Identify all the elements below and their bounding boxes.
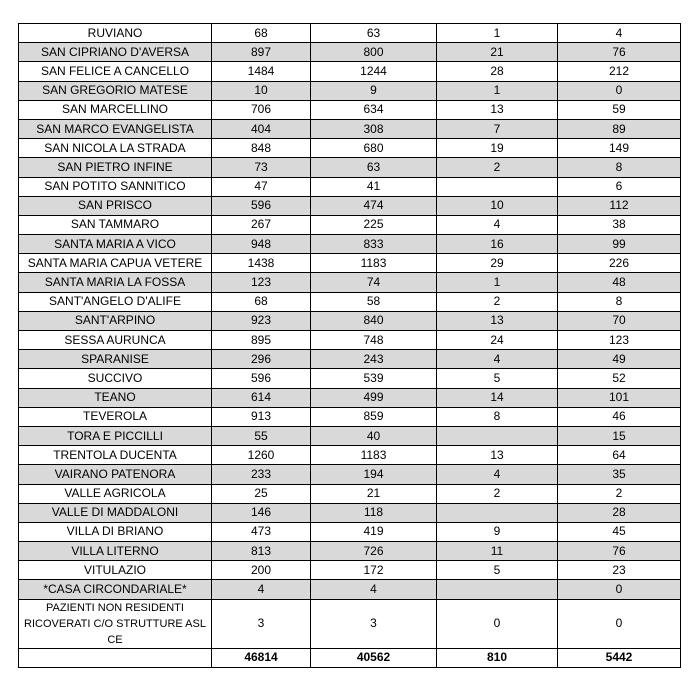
table-row bbox=[19, 62, 681, 81]
municipality-name-cell: VALLE DI MADDALONI bbox=[19, 503, 212, 522]
value-cell-3: 4 bbox=[437, 350, 558, 369]
value-cell-4: 0 bbox=[558, 599, 681, 648]
value-cell-2: 58 bbox=[311, 292, 437, 311]
value-cell-3: 14 bbox=[437, 388, 558, 407]
municipality-name-cell: SAN FELICE A CANCELLO bbox=[19, 62, 212, 81]
value-cell-1: 913 bbox=[212, 407, 311, 426]
table-row bbox=[19, 100, 681, 119]
municipality-name-cell: SANTA MARIA A VICO bbox=[19, 235, 212, 254]
value-cell-2: 680 bbox=[311, 139, 437, 158]
value-cell-3: 4 bbox=[437, 215, 558, 234]
value-cell-1: 123 bbox=[212, 273, 311, 292]
value-cell-1: 73 bbox=[212, 158, 311, 177]
value-cell-4: 15 bbox=[558, 426, 681, 445]
value-cell-1: 895 bbox=[212, 331, 311, 350]
value-cell-3: 2 bbox=[437, 292, 558, 311]
value-cell-1: 10 bbox=[212, 81, 311, 100]
municipality-name-cell: SAN GREGORIO MATESE bbox=[19, 81, 212, 100]
municipality-name-cell: SAN PRISCO bbox=[19, 196, 212, 215]
value-cell-4: 4 bbox=[558, 24, 681, 43]
value-cell-3: 1 bbox=[437, 81, 558, 100]
table-row bbox=[19, 139, 681, 158]
value-cell-2: 833 bbox=[311, 235, 437, 254]
value-cell-2: 634 bbox=[311, 100, 437, 119]
value-cell-1: 55 bbox=[212, 426, 311, 445]
value-cell-2: 63 bbox=[311, 158, 437, 177]
totals-label-cell bbox=[19, 648, 212, 667]
value-cell-4: 123 bbox=[558, 331, 681, 350]
municipality-name-cell: VILLA DI BRIANO bbox=[19, 522, 212, 541]
value-cell-3: 2 bbox=[437, 158, 558, 177]
value-cell-1: 706 bbox=[212, 100, 311, 119]
value-cell-2: 474 bbox=[311, 196, 437, 215]
value-cell-1: 1438 bbox=[212, 254, 311, 273]
value-cell-2: 840 bbox=[311, 311, 437, 330]
value-cell-4: 212 bbox=[558, 62, 681, 81]
value-cell-2: 726 bbox=[311, 542, 437, 561]
value-cell-3: 9 bbox=[437, 522, 558, 541]
value-cell-1: 813 bbox=[212, 542, 311, 561]
value-cell-4: 52 bbox=[558, 369, 681, 388]
value-cell-4: 76 bbox=[558, 43, 681, 62]
value-cell-3: 8 bbox=[437, 407, 558, 426]
value-cell-3 bbox=[437, 177, 558, 196]
municipality-name-cell: VALLE AGRICOLA bbox=[19, 484, 212, 503]
table-row bbox=[19, 331, 681, 350]
value-cell-3: 1 bbox=[437, 24, 558, 43]
value-cell-2: 859 bbox=[311, 407, 437, 426]
value-cell-2: 800 bbox=[311, 43, 437, 62]
value-cell-2: 74 bbox=[311, 273, 437, 292]
value-cell-4: 59 bbox=[558, 100, 681, 119]
value-cell-1: 47 bbox=[212, 177, 311, 196]
value-cell-2: 539 bbox=[311, 369, 437, 388]
value-cell-2: 225 bbox=[311, 215, 437, 234]
value-cell-1: 948 bbox=[212, 235, 311, 254]
value-cell-4: 8 bbox=[558, 158, 681, 177]
value-cell-4: 38 bbox=[558, 215, 681, 234]
table-body bbox=[19, 24, 681, 668]
table-row bbox=[19, 24, 681, 43]
table-row bbox=[19, 522, 681, 541]
municipality-table bbox=[18, 23, 681, 668]
municipality-name-cell: TORA E PICCILLI bbox=[19, 426, 212, 445]
municipality-name-cell: SAN POTITO SANNITICO bbox=[19, 177, 212, 196]
value-cell-3: 5 bbox=[437, 561, 558, 580]
value-cell-1: 596 bbox=[212, 369, 311, 388]
value-cell-2: 9 bbox=[311, 81, 437, 100]
value-cell-4: 0 bbox=[558, 81, 681, 100]
value-cell-1: 68 bbox=[212, 292, 311, 311]
value-cell-1: 1484 bbox=[212, 62, 311, 81]
value-cell-1: 233 bbox=[212, 465, 311, 484]
total-value-cell-2: 40562 bbox=[311, 648, 437, 667]
value-cell-2: 41 bbox=[311, 177, 437, 196]
municipality-name-cell: PAZIENTI NON RESIDENTI RICOVERATI C/O STRUTTURE ASL CE bbox=[19, 599, 212, 648]
value-cell-1: 848 bbox=[212, 139, 311, 158]
municipality-name-cell: SAN TAMMARO bbox=[19, 215, 212, 234]
table-row bbox=[19, 599, 681, 648]
value-cell-4: 6 bbox=[558, 177, 681, 196]
municipality-name-cell: SANTA MARIA LA FOSSA bbox=[19, 273, 212, 292]
value-cell-2: 172 bbox=[311, 561, 437, 580]
value-cell-2: 419 bbox=[311, 522, 437, 541]
value-cell-2: 4 bbox=[311, 580, 437, 599]
value-cell-2: 748 bbox=[311, 331, 437, 350]
table-row bbox=[19, 119, 681, 138]
value-cell-2: 243 bbox=[311, 350, 437, 369]
value-cell-1: 296 bbox=[212, 350, 311, 369]
table-row bbox=[19, 426, 681, 445]
municipality-name-cell: SAN PIETRO INFINE bbox=[19, 158, 212, 177]
value-cell-3: 5 bbox=[437, 369, 558, 388]
municipality-name-cell: VAIRANO PATENORA bbox=[19, 465, 212, 484]
value-cell-1: 473 bbox=[212, 522, 311, 541]
table-row bbox=[19, 542, 681, 561]
value-cell-4: 149 bbox=[558, 139, 681, 158]
table-row bbox=[19, 196, 681, 215]
value-cell-4: 49 bbox=[558, 350, 681, 369]
value-cell-2: 194 bbox=[311, 465, 437, 484]
value-cell-1: 4 bbox=[212, 580, 311, 599]
value-cell-3: 19 bbox=[437, 139, 558, 158]
table-row bbox=[19, 254, 681, 273]
municipality-name-cell: TEANO bbox=[19, 388, 212, 407]
municipality-name-cell: SANT'ANGELO D'ALIFE bbox=[19, 292, 212, 311]
value-cell-4: 2 bbox=[558, 484, 681, 503]
municipality-name-cell: TRENTOLA DUCENTA bbox=[19, 446, 212, 465]
value-cell-1: 25 bbox=[212, 484, 311, 503]
table-row bbox=[19, 446, 681, 465]
total-value-cell-3: 810 bbox=[437, 648, 558, 667]
value-cell-4: 0 bbox=[558, 580, 681, 599]
value-cell-4: 101 bbox=[558, 388, 681, 407]
table-row bbox=[19, 43, 681, 62]
value-cell-2: 1183 bbox=[311, 254, 437, 273]
value-cell-3: 10 bbox=[437, 196, 558, 215]
value-cell-3 bbox=[437, 426, 558, 445]
table-row bbox=[19, 407, 681, 426]
value-cell-4: 48 bbox=[558, 273, 681, 292]
municipality-name-cell: SAN MARCELLINO bbox=[19, 100, 212, 119]
value-cell-4: 64 bbox=[558, 446, 681, 465]
value-cell-4: 23 bbox=[558, 561, 681, 580]
value-cell-3: 16 bbox=[437, 235, 558, 254]
value-cell-1: 614 bbox=[212, 388, 311, 407]
table-row bbox=[19, 235, 681, 254]
municipality-name-cell: SAN CIPRIANO D'AVERSA bbox=[19, 43, 212, 62]
value-cell-2: 63 bbox=[311, 24, 437, 43]
value-cell-4: 70 bbox=[558, 311, 681, 330]
value-cell-4: 89 bbox=[558, 119, 681, 138]
value-cell-3: 0 bbox=[437, 599, 558, 648]
table-row bbox=[19, 177, 681, 196]
total-value-cell-1: 46814 bbox=[212, 648, 311, 667]
value-cell-3: 24 bbox=[437, 331, 558, 350]
value-cell-3 bbox=[437, 580, 558, 599]
value-cell-4: 112 bbox=[558, 196, 681, 215]
value-cell-3 bbox=[437, 503, 558, 522]
value-cell-2: 308 bbox=[311, 119, 437, 138]
value-cell-2: 3 bbox=[311, 599, 437, 648]
value-cell-3: 21 bbox=[437, 43, 558, 62]
municipality-name-cell: SPARANISE bbox=[19, 350, 212, 369]
value-cell-1: 404 bbox=[212, 119, 311, 138]
table-row bbox=[19, 580, 681, 599]
value-cell-3: 4 bbox=[437, 465, 558, 484]
municipality-name-cell: SAN MARCO EVANGELISTA bbox=[19, 119, 212, 138]
municipality-name-cell: SANTA MARIA CAPUA VETERE bbox=[19, 254, 212, 273]
table-row bbox=[19, 292, 681, 311]
value-cell-2: 40 bbox=[311, 426, 437, 445]
value-cell-4: 76 bbox=[558, 542, 681, 561]
value-cell-4: 226 bbox=[558, 254, 681, 273]
value-cell-4: 45 bbox=[558, 522, 681, 541]
value-cell-3: 28 bbox=[437, 62, 558, 81]
table-row bbox=[19, 215, 681, 234]
value-cell-4: 8 bbox=[558, 292, 681, 311]
municipality-name-cell: SANT'ARPINO bbox=[19, 311, 212, 330]
value-cell-2: 21 bbox=[311, 484, 437, 503]
value-cell-2: 118 bbox=[311, 503, 437, 522]
table-row bbox=[19, 388, 681, 407]
value-cell-4: 35 bbox=[558, 465, 681, 484]
value-cell-3: 13 bbox=[437, 446, 558, 465]
municipality-name-cell: SUCCIVO bbox=[19, 369, 212, 388]
municipality-name-cell: *CASA CIRCONDARIALE* bbox=[19, 580, 212, 599]
table-row bbox=[19, 369, 681, 388]
value-cell-1: 897 bbox=[212, 43, 311, 62]
value-cell-1: 3 bbox=[212, 599, 311, 648]
table-row bbox=[19, 158, 681, 177]
municipality-name-cell: VILLA LITERNO bbox=[19, 542, 212, 561]
value-cell-3: 29 bbox=[437, 254, 558, 273]
value-cell-1: 1260 bbox=[212, 446, 311, 465]
total-value-cell-4: 5442 bbox=[558, 648, 681, 667]
municipality-name-cell: SAN NICOLA LA STRADA bbox=[19, 139, 212, 158]
value-cell-2: 1183 bbox=[311, 446, 437, 465]
value-cell-3: 2 bbox=[437, 484, 558, 503]
value-cell-1: 596 bbox=[212, 196, 311, 215]
value-cell-3: 13 bbox=[437, 311, 558, 330]
value-cell-3: 11 bbox=[437, 542, 558, 561]
value-cell-3: 13 bbox=[437, 100, 558, 119]
value-cell-1: 923 bbox=[212, 311, 311, 330]
table-row bbox=[19, 273, 681, 292]
municipality-name-cell: RUVIANO bbox=[19, 24, 212, 43]
value-cell-1: 68 bbox=[212, 24, 311, 43]
municipality-name-cell: SESSA AURUNCA bbox=[19, 331, 212, 350]
value-cell-4: 28 bbox=[558, 503, 681, 522]
value-cell-3: 7 bbox=[437, 119, 558, 138]
table-row bbox=[19, 503, 681, 522]
table-row bbox=[19, 311, 681, 330]
value-cell-1: 200 bbox=[212, 561, 311, 580]
value-cell-4: 46 bbox=[558, 407, 681, 426]
table-row bbox=[19, 484, 681, 503]
totals-row bbox=[19, 648, 681, 667]
table-row bbox=[19, 465, 681, 484]
value-cell-3: 1 bbox=[437, 273, 558, 292]
table-row bbox=[19, 81, 681, 100]
value-cell-1: 267 bbox=[212, 215, 311, 234]
municipality-name-cell: VITULAZIO bbox=[19, 561, 212, 580]
municipality-name-cell: TEVEROLA bbox=[19, 407, 212, 426]
table-row bbox=[19, 350, 681, 369]
value-cell-1: 146 bbox=[212, 503, 311, 522]
table-row bbox=[19, 561, 681, 580]
value-cell-2: 499 bbox=[311, 388, 437, 407]
value-cell-4: 99 bbox=[558, 235, 681, 254]
value-cell-2: 1244 bbox=[311, 62, 437, 81]
